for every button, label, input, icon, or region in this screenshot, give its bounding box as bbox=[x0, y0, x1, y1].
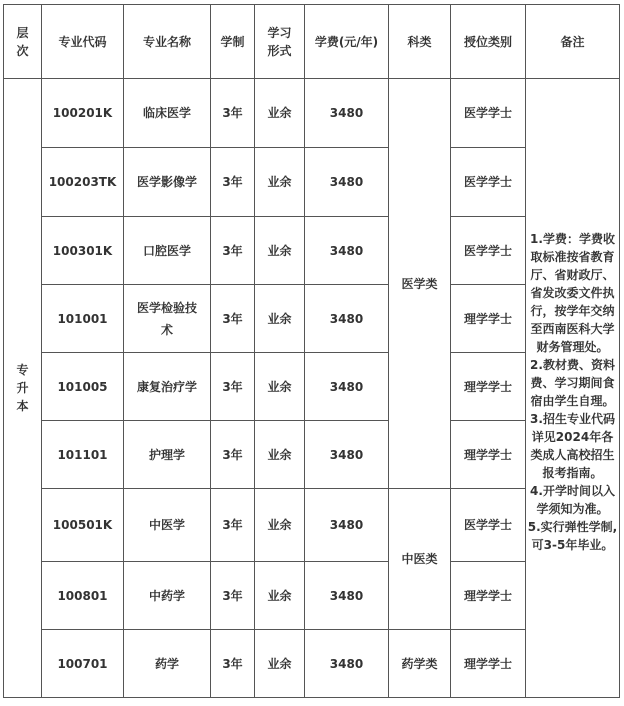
header-code: 专业代码 bbox=[42, 5, 124, 79]
header-row bbox=[4, 5, 620, 79]
note-5: 5.实行弹性学制,可3-5年毕业。 bbox=[527, 520, 618, 552]
code-cell: 100201K bbox=[42, 79, 124, 148]
fee-cell: 3480 bbox=[305, 79, 389, 148]
category-tcm: 中医类 bbox=[389, 489, 451, 630]
category-medicine: 医学类 bbox=[389, 79, 451, 489]
level-cell: 专升本 bbox=[4, 79, 42, 698]
header-duration: 学制 bbox=[211, 5, 255, 79]
notes-cell bbox=[526, 79, 620, 698]
degree-cell: 理学学士 bbox=[451, 421, 526, 489]
mode-cell: 业余 bbox=[255, 562, 305, 630]
fee-cell: 3480 bbox=[305, 630, 389, 698]
fee-cell: 3480 bbox=[305, 285, 389, 353]
name-cell: 中医学 bbox=[124, 489, 211, 562]
name-cell: 临床医学 bbox=[124, 79, 211, 148]
duration-cell: 3年 bbox=[211, 217, 255, 285]
duration-cell: 3年 bbox=[211, 353, 255, 421]
mode-cell: 业余 bbox=[255, 217, 305, 285]
duration-cell: 3年 bbox=[211, 630, 255, 698]
header-notes: 备注 bbox=[526, 5, 620, 79]
fee-cell: 3480 bbox=[305, 217, 389, 285]
code-cell: 100701 bbox=[42, 630, 124, 698]
fee-cell: 3480 bbox=[305, 489, 389, 562]
name-cell: 口腔医学 bbox=[124, 217, 211, 285]
header-mode: 学习形式 bbox=[255, 5, 305, 79]
duration-cell: 3年 bbox=[211, 562, 255, 630]
degree-cell: 理学学士 bbox=[451, 562, 526, 630]
note-3: 3.招生专业代码详见2024年各类成人高校招生报考指南。 bbox=[530, 412, 615, 480]
name-cell: 中药学 bbox=[124, 562, 211, 630]
mode-cell: 业余 bbox=[255, 353, 305, 421]
header-category: 科类 bbox=[389, 5, 451, 79]
degree-cell: 理学学士 bbox=[451, 353, 526, 421]
header-name: 专业名称 bbox=[124, 5, 211, 79]
note-2: 2.教材费、资料费、学习期间食宿由学生自理。 bbox=[530, 358, 615, 408]
program-table bbox=[3, 4, 620, 698]
duration-cell: 3年 bbox=[211, 148, 255, 217]
header-level: 层次 bbox=[4, 5, 42, 79]
fee-cell: 3480 bbox=[305, 421, 389, 489]
degree-cell: 理学学士 bbox=[451, 285, 526, 353]
duration-cell: 3年 bbox=[211, 489, 255, 562]
code-cell: 100203TK bbox=[42, 148, 124, 217]
mode-cell: 业余 bbox=[255, 489, 305, 562]
degree-cell: 医学学士 bbox=[451, 217, 526, 285]
name-cell: 药学 bbox=[124, 630, 211, 698]
degree-cell: 理学学士 bbox=[451, 630, 526, 698]
name-cell: 康复治疗学 bbox=[124, 353, 211, 421]
degree-cell: 医学学士 bbox=[451, 148, 526, 217]
code-cell: 100301K bbox=[42, 217, 124, 285]
note-1: 1.学费：学费收取标准按省教育厅、省财政厅、省发改委文件执行，按学年交纳至西南医科大学财务管理处。 bbox=[530, 232, 615, 354]
mode-cell: 业余 bbox=[255, 421, 305, 489]
fee-cell: 3480 bbox=[305, 562, 389, 630]
header-fee: 学费(元/年) bbox=[305, 5, 389, 79]
category-pharmacy: 药学类 bbox=[389, 630, 451, 698]
code-cell: 101005 bbox=[42, 353, 124, 421]
note-4: 4.开学时间以入学须知为准。 bbox=[530, 484, 615, 516]
mode-cell: 业余 bbox=[255, 630, 305, 698]
name-cell: 护理学 bbox=[124, 421, 211, 489]
mode-cell: 业余 bbox=[255, 285, 305, 353]
duration-cell: 3年 bbox=[211, 421, 255, 489]
duration-cell: 3年 bbox=[211, 79, 255, 148]
degree-cell: 医学学士 bbox=[451, 489, 526, 562]
mode-cell: 业余 bbox=[255, 148, 305, 217]
name-cell: 医学影像学 bbox=[124, 148, 211, 217]
code-cell: 100801 bbox=[42, 562, 124, 630]
table-row bbox=[4, 79, 620, 148]
duration-cell: 3年 bbox=[211, 285, 255, 353]
name-cell: 医学检验技术 bbox=[124, 285, 211, 353]
header-degree: 授位类别 bbox=[451, 5, 526, 79]
degree-cell: 医学学士 bbox=[451, 79, 526, 148]
code-cell: 101001 bbox=[42, 285, 124, 353]
code-cell: 100501K bbox=[42, 489, 124, 562]
fee-cell: 3480 bbox=[305, 148, 389, 217]
mode-cell: 业余 bbox=[255, 79, 305, 148]
code-cell: 101101 bbox=[42, 421, 124, 489]
fee-cell: 3480 bbox=[305, 353, 389, 421]
